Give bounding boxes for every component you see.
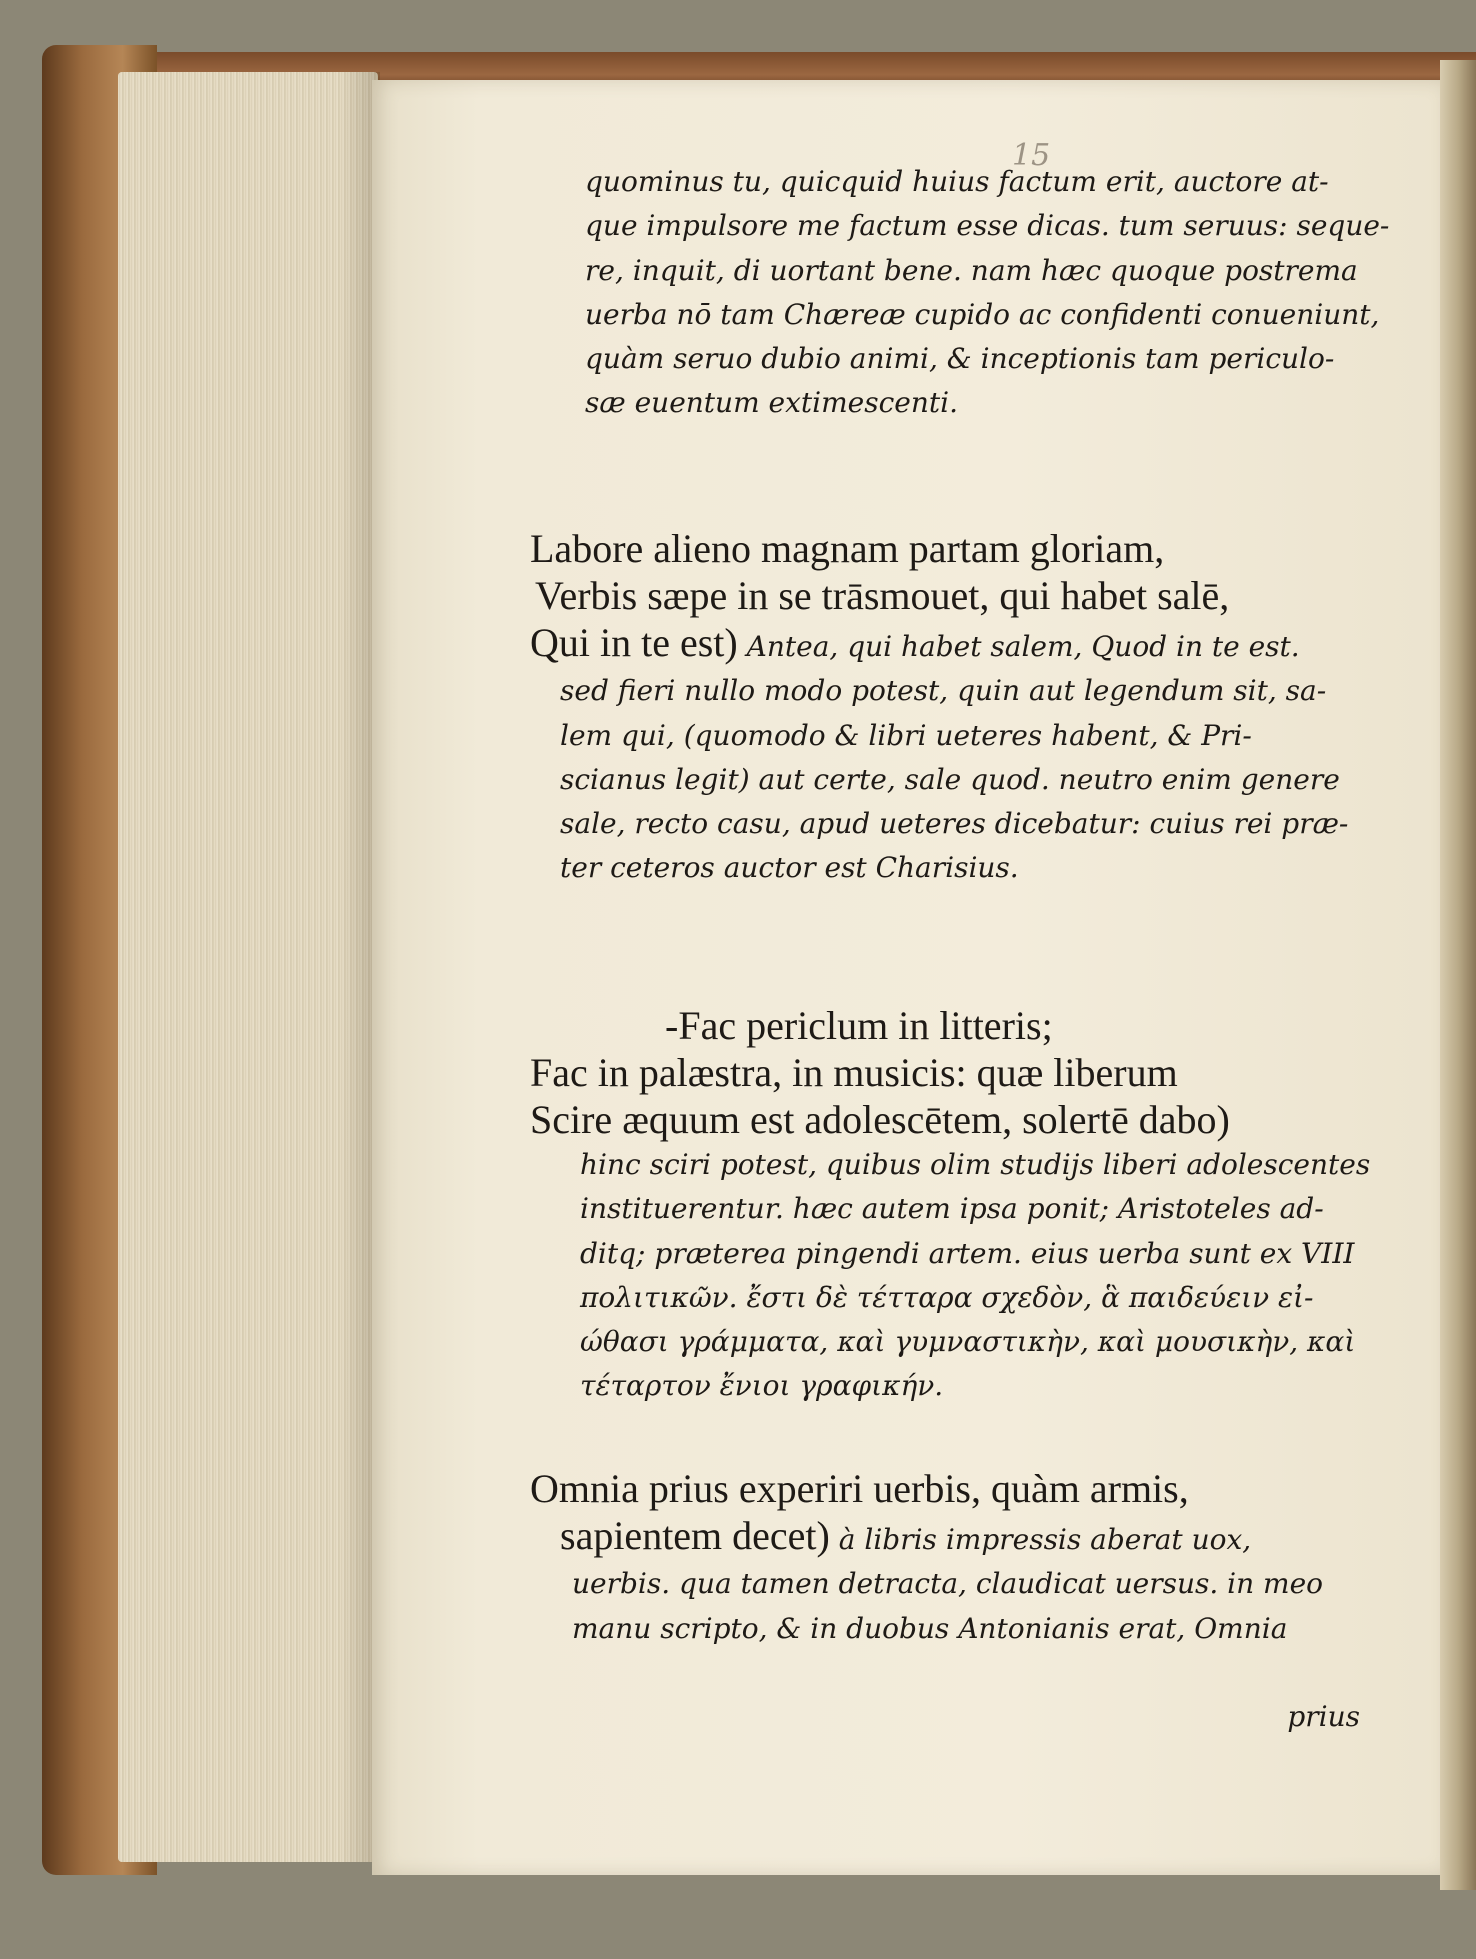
text-line: scianus legit) aut certe, sale quod. neutro enim genere [560,762,1340,796]
verse-line [530,1512,1323,1562]
paragraph [530,1002,1370,1409]
verse-line: Omnia prius experiri uerbis, quàm armis, [530,1466,1189,1511]
greek-line: τέταρτον ἔνιοι γραφικήν. [580,1369,944,1403]
verse-line [530,619,1348,669]
page-number: 15 [1012,138,1051,173]
greek-line: πολιτικῶν. ἔστι δὲ τέτταρα σχεδὸν, ἃ παιδεύειν εἰ- [580,1280,1314,1314]
commentary-fragment: à libris impressis aberat uox, [829,1523,1252,1556]
text-line: sed fieri nullo modo potest, quin aut legendum sit, sa- [560,674,1327,708]
text-line: hinc sciri potest, quibus olim studijs liberi adolescentes [580,1148,1371,1181]
verse-line: Verbis sæpe in se trāsmouet, qui habet salē, [535,573,1230,618]
verse-fragment: Qui in te est) [530,620,738,665]
text-line: que impulsore me factum esse dicas. tum seruus: seque- [585,209,1390,243]
text-line: quàm seruo dubio animi, & inceptionis tam periculo- [585,342,1335,376]
paragraph [530,1465,1323,1651]
verse-line: -Fac periclum in litteris; [665,1003,1053,1048]
text-line: manu scripto, & in duobus Antonianis erat, Omnia [572,1611,1288,1645]
text-line: sale, recto casu, apud ueteres dicebatur: cuius rei præ- [560,807,1349,841]
text-line: ter ceteros auctor est Charisius. [560,851,1019,885]
text-line: ditq; præterea pingendi artem. eius uerba sunt ex VIII [580,1236,1355,1270]
verse-line: Labore alieno magnam partam gloriam, [530,526,1165,571]
facing-page-edge [1440,60,1476,1890]
text-line: quominus tu, quicquid huius factum erit, auctore at- [585,165,1329,198]
paragraph [585,160,1389,426]
text-line: instituerentur. hæc autem ipsa ponit; Aristoteles ad- [580,1192,1324,1226]
verse-line: Scire æquum est adolescētem, solertē dabo) [530,1097,1230,1142]
catchword: prius [1287,1700,1360,1733]
text-line: lem qui, (quomodo & libri ueteres habent, & Pri- [560,718,1252,752]
commentary-fragment: Antea, qui habet salem, Quod in te est. [737,630,1300,663]
page-stack [118,72,378,1862]
text-line: uerba nō tam Chæreæ cupido ac confidenti conueniunt, [585,297,1380,331]
greek-line: ώθασι γράμματα, καὶ γυμναστικὴν, καὶ μουσικὴν, καὶ [580,1325,1356,1359]
text-line: uerbis. qua tamen detracta, claudicat uersus. in meo [572,1567,1324,1601]
verse-line: Fac in palæstra, in musicis: quæ liberum [530,1050,1178,1095]
verse-fragment: sapientem decet) [560,1513,830,1558]
text-line: re, inquit, di uortant bene. nam hæc quoque postrema [585,253,1358,287]
paragraph [530,525,1348,891]
text-line: sæ euentum extimescenti. [585,386,958,420]
